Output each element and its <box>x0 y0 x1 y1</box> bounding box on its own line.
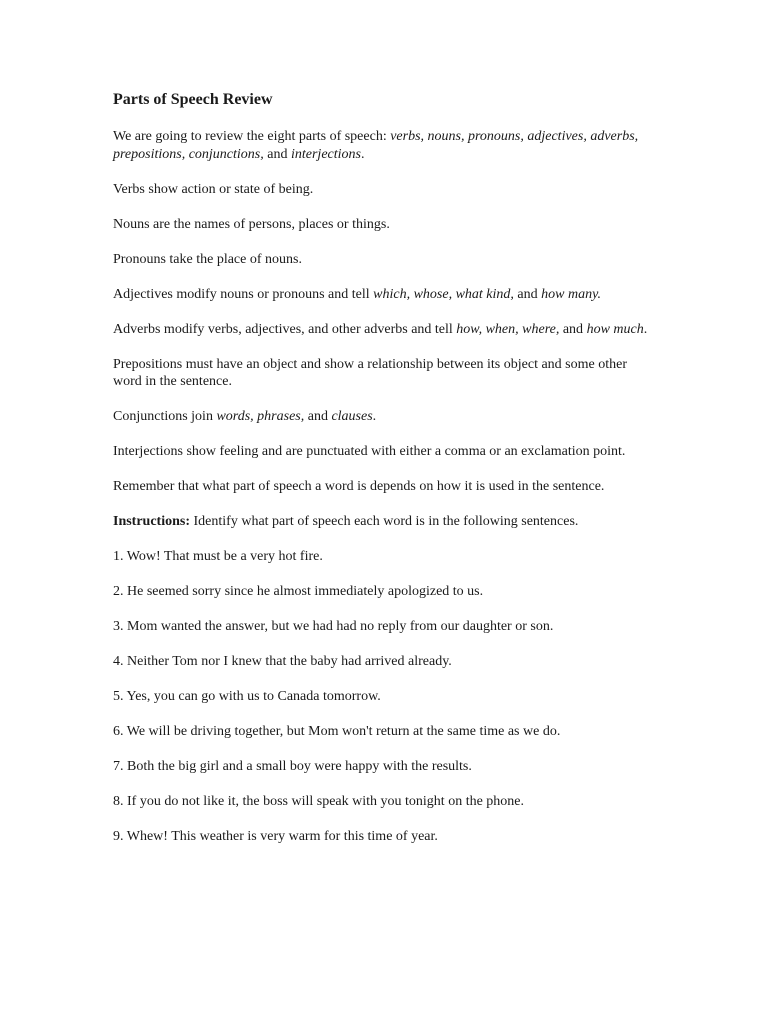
sentence-item: 1. Wow! That must be a very hot fire. <box>113 549 323 564</box>
adjectives-list: which, whose, what kind, <box>373 286 514 302</box>
sentence-item: 8. If you do not like it, the boss will speak with you tonight on the phone. <box>113 794 525 809</box>
sentence-item: 2. He seemed sorry since he almost immediately apologized to us. <box>113 584 484 599</box>
adjectives-and: and <box>513 286 542 302</box>
sentence-item: 5. Yes, you can go with us to Canada tomorrow. <box>113 689 381 704</box>
sentence-item: 3. Mom wanted the answer, but we had had no reply from our daughter or son. <box>113 619 554 634</box>
definition-interjections: Interjections show feeling and are punctuated with either a comma or an exclamation point. <box>113 444 626 459</box>
conjunctions-end: . <box>372 409 377 424</box>
definition-prepositions: Prepositions must have an object and show a relationship between its object and some other word in the sentence. <box>113 356 627 389</box>
definition-pronouns: Pronouns take the place of nouns. <box>113 251 302 267</box>
document-page <box>113 90 653 863</box>
reminder-paragraph: Remember that what part of speech a word is depends on how it is used in the sentence. <box>113 479 605 494</box>
intro-end: . <box>360 146 365 162</box>
intro-list: verbs, nouns, pronouns, adjectives, adverbs, prepositions, conjunctions, <box>113 129 639 162</box>
adjectives-last: how many. <box>541 286 602 302</box>
intro-and: and <box>263 146 291 162</box>
conjunctions-list: words, phrases, <box>216 409 305 424</box>
definition-conjunctions <box>113 408 653 426</box>
intro-paragraph <box>113 128 653 163</box>
intro-last: interjections <box>290 146 361 162</box>
adverbs-and: and <box>559 321 587 337</box>
sentence-item: 9. Whew! This weather is very warm for this time of year. <box>113 829 438 844</box>
instructions-paragraph <box>113 513 653 531</box>
adverbs-list: how, when, where, <box>456 321 560 337</box>
sentence-item: 7. Both the big girl and a small boy were happy with the results. <box>113 759 472 774</box>
page-title: Parts of Speech Review <box>113 91 273 108</box>
adverbs-end: . <box>643 321 648 337</box>
definition-nouns: Nouns are the names of persons, places or things. <box>113 216 390 232</box>
conjunctions-and: and <box>304 409 332 424</box>
instructions-text: Identify what part of speech each word is in the following sentences. <box>190 514 579 529</box>
intro-lead: We are going to review the eight parts of speech: <box>113 129 391 144</box>
instructions-label: Instructions: <box>113 514 191 529</box>
definition-verbs: Verbs show action or state of being. <box>113 181 314 197</box>
conjunctions-last: clauses <box>331 409 373 424</box>
adverbs-lead: Adverbs modify verbs, adjectives, and other adverbs and tell <box>113 321 457 337</box>
adverbs-last: how much <box>586 321 644 337</box>
definition-adjectives <box>113 286 653 304</box>
adjectives-lead: Adjectives modify nouns or pronouns and tell <box>113 286 374 302</box>
conjunctions-lead: Conjunctions join <box>113 409 217 424</box>
sentence-item: 4. Neither Tom nor I knew that the baby had arrived already. <box>113 654 452 669</box>
definition-adverbs <box>113 321 653 339</box>
sentence-item: 6. We will be driving together, but Mom won't return at the same time as we do. <box>113 724 561 739</box>
